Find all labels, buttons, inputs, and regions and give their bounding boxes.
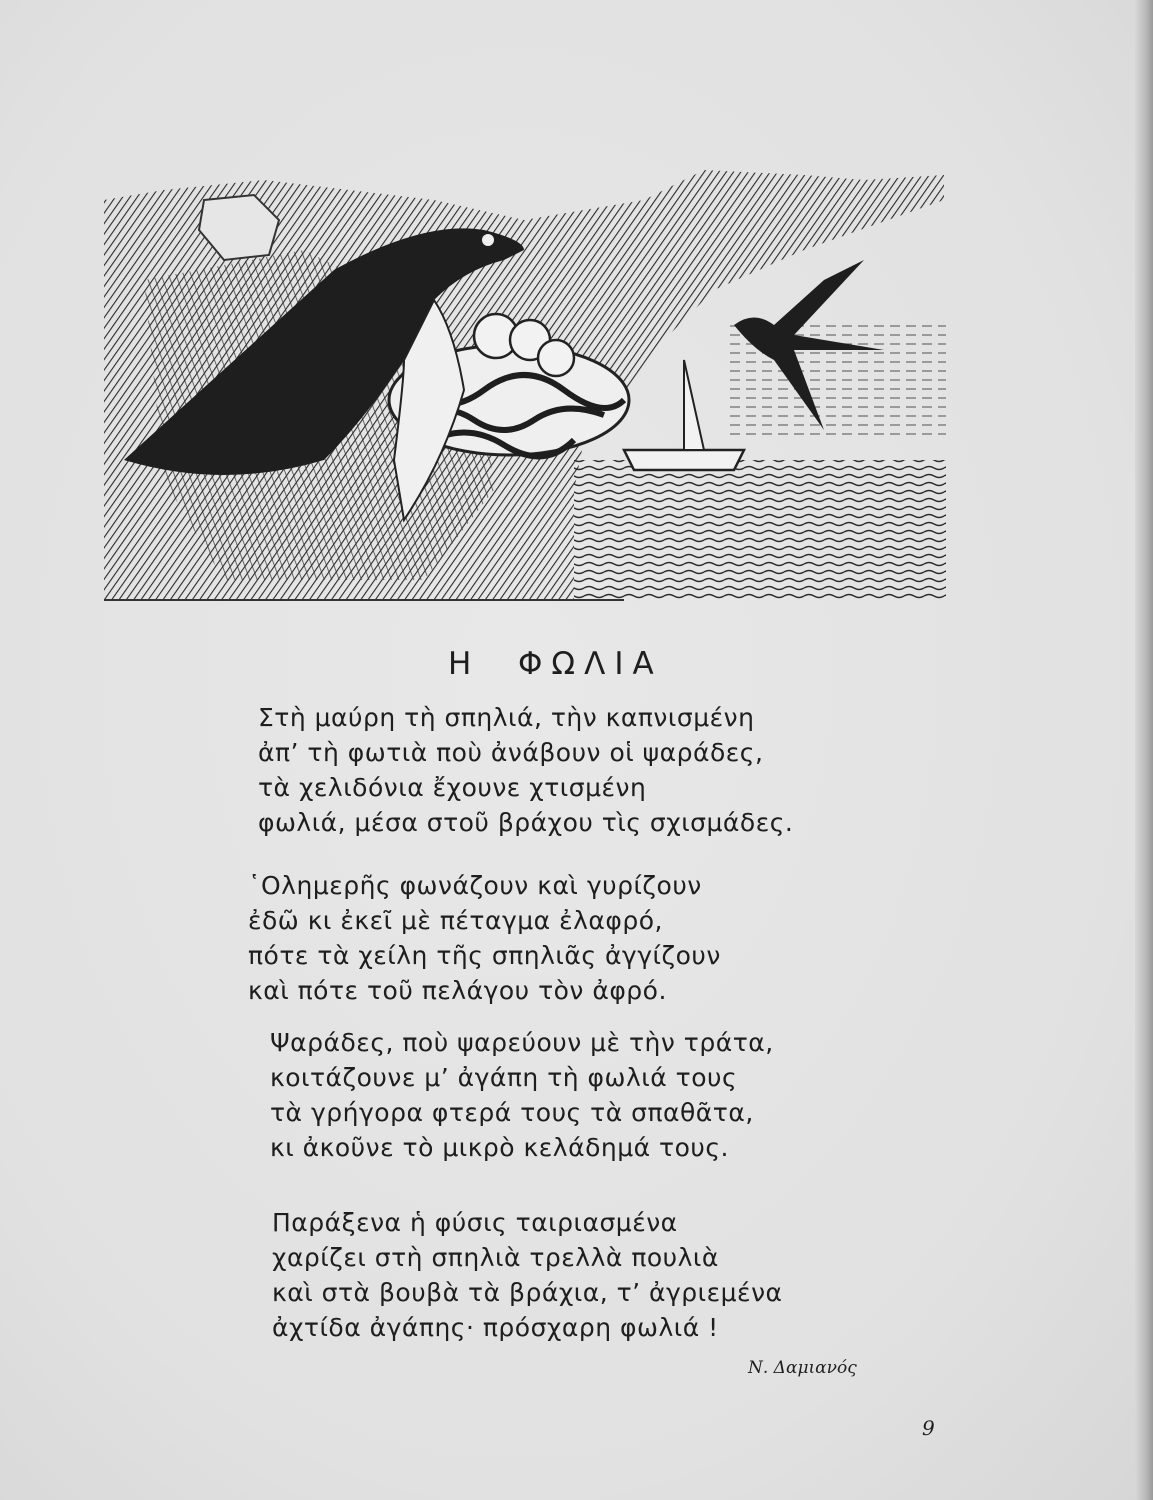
poem-title: Η ΦΩΛΙΑ [448,646,663,682]
poem-line: πότε τὰ χείλη τῆς σπηλιᾶς ἀγγίζουν [248,941,721,970]
poem-line: ῾Ολημερῆς φωνάζουν καὶ γυρίζουν [248,871,702,900]
poem-line: κι ἀκοῦνε τὸ μικρὸ κελάδημά τους. [270,1133,729,1162]
stanza-3 [270,1025,774,1165]
stanza-2 [248,868,721,1008]
author-signature: Ν. Δαμιανός [748,1358,857,1378]
poem-line: ἀχτίδα ἀγάπης· πρόσχαρη φωλιά ! [272,1313,719,1342]
poem-line: Στὴ μαύρη τὴ σπηλιά, τὴν καπνισμένη [258,703,755,732]
page-number: 9 [922,1416,935,1440]
stanza-4 [272,1205,783,1345]
poem-line: φωλιά, μέσα στοῦ βράχου τὶς σχισμάδες. [258,808,794,837]
poem-line: χαρίζει στὴ σπηλιὰ τρελλὰ πουλιὰ [272,1243,719,1272]
poem-line: ἐδῶ κι ἐκεῖ μὲ πέταγμα ἐλαφρό, [248,906,663,935]
page-edge [1135,0,1153,1500]
poem-line: κοιτάζουνε μ’ ἀγάπη τὴ φωλιά τους [270,1063,738,1092]
poem-line: καὶ στὰ βουβὰ τὰ βράχια, τ’ ἀγριεμένα [272,1278,783,1307]
poem-line: τὰ γρήγορα φτερά τους τὰ σπαθᾶτα, [270,1098,754,1127]
poem-line: καὶ πότε τοῦ πελάγου τὸν ἀφρό. [248,976,667,1005]
poem-line: Παράξενα ἡ φύσις ταιριασμένα [272,1208,678,1237]
stanza-1 [258,700,793,840]
poem-line: τὰ χελιδόνια ἔχουνε χτισμένη [258,773,647,802]
poem-line: Ψαράδες, ποὺ ψαρεύουν μὲ τὴν τράτα, [270,1028,774,1057]
poem-line: ἀπ’ τὴ φωτιὰ ποὺ ἀνάβουν οἱ ψαράδες, [258,738,764,767]
swallows-nest-illustration [104,160,946,610]
